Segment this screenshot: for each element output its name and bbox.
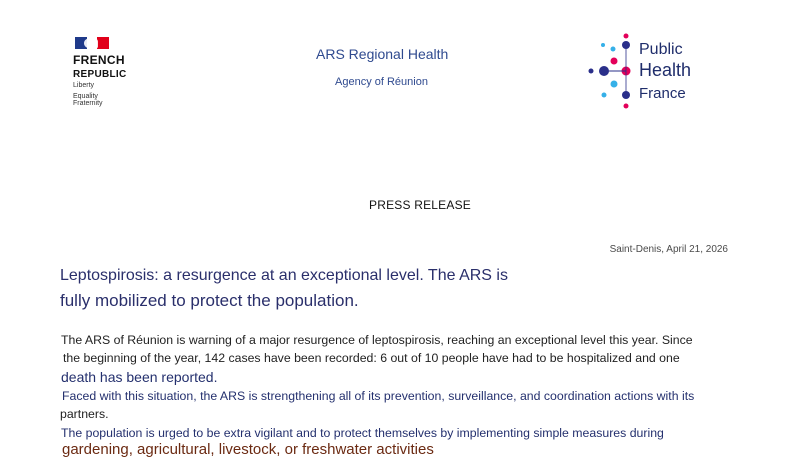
dateline: Saint-Denis, April 21, 2026 [609, 244, 728, 255]
body-line: partners. [60, 407, 109, 421]
ars-title: ARS Regional Health [316, 46, 449, 62]
body-line: The ARS of Réunion is warning of a major resurgence of leptospirosis, reaching an exceptional level this year. Since [61, 333, 693, 347]
public-health-line1: Public [639, 41, 683, 58]
public-health-line2: Health [639, 60, 692, 80]
french-flag-logo [75, 37, 109, 49]
body-line: death has been reported. [61, 369, 218, 385]
motto-liberty: Liberty [73, 82, 95, 89]
motto-equality: Equality [73, 93, 98, 100]
marianne-profile-icon [84, 38, 98, 49]
body-line: Faced with this situation, the ARS is strengthening all of its prevention, surveillance, and coordination actions with its [62, 389, 695, 403]
document-label: PRESS RELEASE [369, 198, 471, 212]
republic-name-line2: REPUBLIC [73, 69, 127, 80]
motto-fraternity: Fraternity [73, 100, 103, 107]
public-health-dots-logo [586, 32, 638, 110]
body-line: The population is urged to be extra vigilant and to protect themselves by implementing simple measures during [61, 426, 664, 440]
headline-line2: fully mobilized to protect the population. [60, 291, 359, 310]
republic-name-line1: FRENCH [73, 53, 125, 67]
ars-subtitle: Agency of Réunion [335, 76, 428, 88]
headline-line1: Leptospirosis: a resurgence at an exceptional level. The ARS is [60, 267, 508, 284]
public-health-line3: France [639, 85, 686, 102]
body-line: gardening, agricultural, livestock, or freshwater activities [62, 441, 434, 458]
body-line: the beginning of the year, 142 cases have been recorded: 6 out of 10 people have had to be hospitalized and one [63, 351, 680, 365]
